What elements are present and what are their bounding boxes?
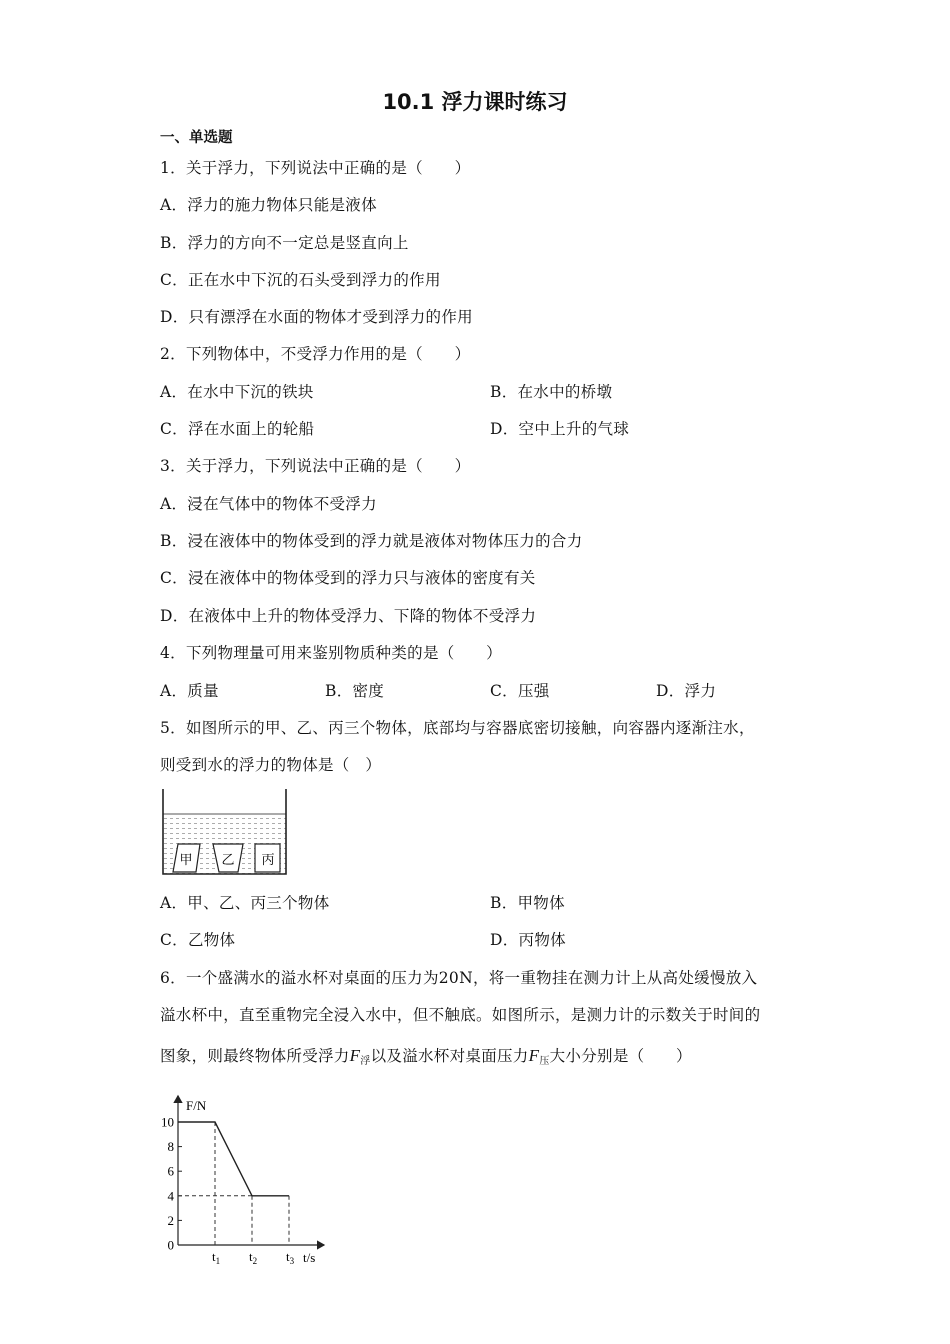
q2-option-b[interactable]: B．在水中的桥墩 (490, 383, 613, 401)
q6-stem-line3 (160, 1044, 692, 1067)
q1-option-a[interactable]: A．浮力的施力物体只能是液体 (160, 196, 377, 214)
q4-option-b[interactable]: B．密度 (325, 682, 385, 700)
q1-option-d[interactable]: D．只有漂浮在水面的物体才受到浮力的作用 (160, 308, 473, 326)
f-pressure-symbol: F (528, 1046, 540, 1065)
q6-stem-line2: 溢水杯中，直至重物完全浸入水中，但不触底。如图所示，是测力计的示数关于时间的 (160, 1006, 761, 1024)
x-tick-label-t1: $t_1$ (212, 1249, 221, 1266)
q6-stem-line3-pre: 图象，则最终物体所受浮力 (160, 1047, 350, 1065)
q3-stem: 3．关于浮力，下列说法中正确的是（ ） (160, 457, 471, 475)
q5-option-a[interactable]: A．甲、乙、丙三个物体 (160, 894, 330, 912)
q5-option-d[interactable]: D．丙物体 (490, 931, 566, 949)
f-pressure-sub: 压 (539, 1056, 550, 1067)
q2-option-a[interactable]: A．在水中下沉的铁块 (160, 383, 314, 401)
force-time-chart (150, 1090, 340, 1270)
q1-option-c[interactable]: C．正在水中下沉的石头受到浮力的作用 (160, 271, 441, 289)
f-buoyancy-symbol: F (349, 1046, 361, 1065)
q2-stem: 2．下列物体中，不受浮力作用的是（ ） (160, 345, 471, 363)
page-title: 10.1 浮力课时练习 (382, 90, 568, 114)
x-axis-label: t/s (303, 1250, 316, 1265)
q6-stem-line3-post: 大小分别是（ ） (549, 1047, 692, 1065)
f-buoyancy-sub: 浮 (360, 1056, 371, 1067)
q3-option-a[interactable]: A．浸在气体中的物体不受浮力 (160, 495, 377, 513)
q4-option-c[interactable]: C．压强 (490, 682, 550, 700)
y-tick-label-2: 2 (167, 1212, 174, 1228)
q6-stem-line1: 6．一个盛满水的溢水杯对桌面的压力为20N，将一重物挂在测力计上从高处缓慢放入 (160, 969, 758, 987)
y-tick-label-10: 10 (161, 1114, 174, 1130)
container-figure (158, 786, 292, 878)
y-tick-label-0: 0 (167, 1237, 174, 1253)
q1-stem: 1．关于浮力，下列说法中正确的是（ ） (160, 159, 471, 177)
q5-stem-line1: 5．如图所示的甲、乙、丙三个物体，底部均与容器底密切接触，向容器内逐渐注水， (160, 719, 755, 737)
q6-stem-line3-mid: 以及溢水杯对桌面压力 (370, 1047, 529, 1065)
x-tick-label-t2: $t_2$ (249, 1249, 258, 1266)
y-axis-label: F/N (186, 1098, 207, 1113)
section-heading: 一、单选题 (160, 130, 233, 146)
q1-option-b[interactable]: B．浮力的方向不一定总是竖直向上 (160, 234, 409, 252)
label-bing: 丙 (261, 852, 275, 867)
q5-option-c[interactable]: C．乙物体 (160, 931, 236, 949)
q2-option-c[interactable]: C．浮在水面上的轮船 (160, 420, 315, 438)
force-series-line (178, 1122, 289, 1196)
q3-option-b[interactable]: B．浸在液体中的物体受到的浮力就是液体对物体压力的合力 (160, 532, 583, 550)
q3-option-c[interactable]: C．浸在液体中的物体受到的浮力只与液体的密度有关 (160, 569, 536, 587)
y-tick-label-8: 8 (167, 1139, 174, 1155)
q4-option-d[interactable]: D．浮力 (656, 682, 717, 700)
q5-option-b[interactable]: B．甲物体 (490, 894, 565, 912)
q4-option-a[interactable]: A．质量 (160, 682, 219, 700)
y-tick-label-4: 4 (167, 1188, 174, 1204)
q3-option-d[interactable]: D．在液体中上升的物体受浮力、下降的物体不受浮力 (160, 607, 537, 625)
label-jia: 甲 (179, 852, 193, 867)
q4-stem: 4．下列物理量可用来鉴别物质种类的是（ ） (160, 644, 502, 662)
q5-stem-line2: 则受到水的浮力的物体是（ ） (160, 756, 382, 774)
x-tick-label-t3: $t_3$ (286, 1249, 295, 1266)
q2-option-d[interactable]: D．空中上升的气球 (490, 420, 630, 438)
y-tick-label-6: 6 (167, 1163, 174, 1179)
label-yi: 乙 (221, 852, 235, 867)
